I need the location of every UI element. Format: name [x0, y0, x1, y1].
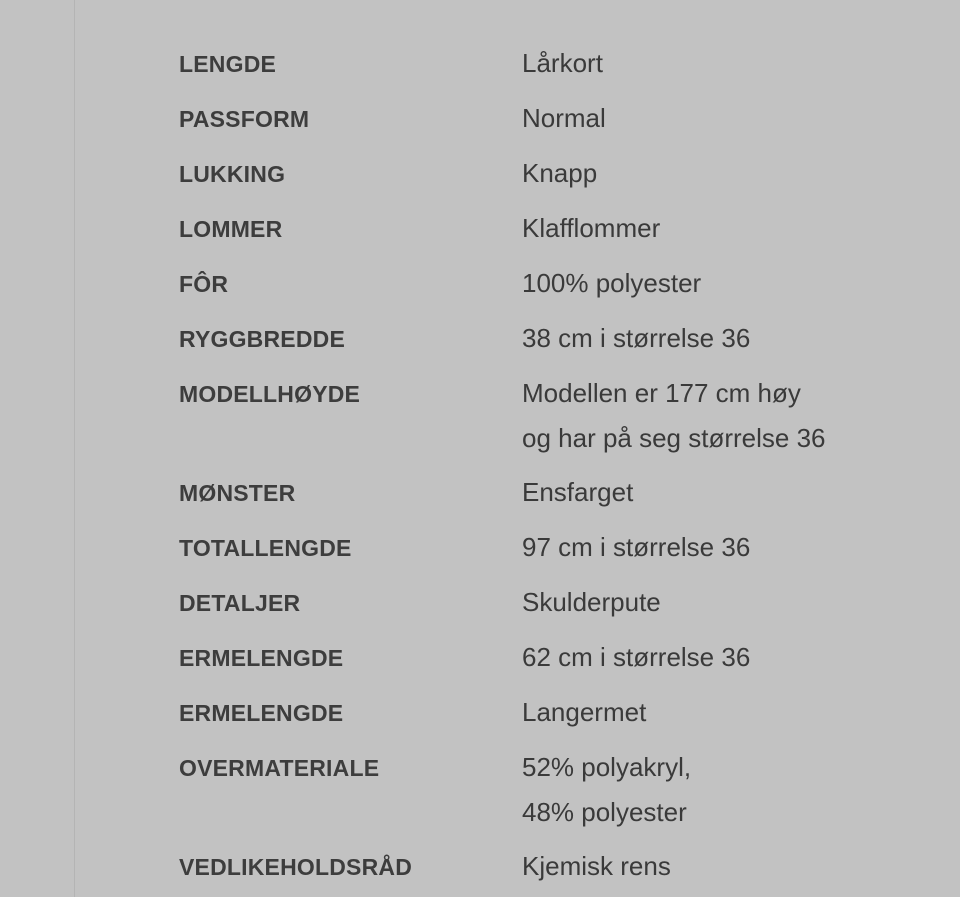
- spec-row: [179, 206, 939, 261]
- spec-row: [179, 316, 939, 371]
- spec-label: DETALJER: [179, 590, 301, 616]
- spec-value-line: 62 cm i størrelse 36: [522, 642, 751, 672]
- spec-value: [522, 635, 939, 680]
- spec-label: VEDLIKEHOLDSRÅD: [179, 854, 413, 880]
- spec-row: [179, 41, 939, 96]
- spec-value: [522, 41, 939, 86]
- spec-value: [522, 371, 939, 461]
- spec-value-line: Ensfarget: [522, 477, 634, 507]
- spec-value-line: Modellen er 177 cm høy: [522, 378, 801, 408]
- spec-value: [522, 151, 939, 196]
- spec-row: [179, 470, 939, 525]
- spec-row: [179, 261, 939, 316]
- spec-value: [522, 261, 939, 306]
- spec-row: [179, 96, 939, 151]
- spec-label: MØNSTER: [179, 480, 296, 506]
- spec-label: ERMELENGDE: [179, 700, 344, 726]
- spec-row: [179, 690, 939, 745]
- spec-value: [522, 316, 939, 361]
- spec-value-line: 52% polyakryl,: [522, 752, 692, 782]
- spec-value: [522, 690, 939, 735]
- spec-row: [179, 635, 939, 690]
- spec-value-line: 97 cm i størrelse 36: [522, 532, 751, 562]
- spec-label: TOTALLENGDE: [179, 535, 352, 561]
- spec-value: [522, 96, 939, 141]
- spec-label: MODELLHØYDE: [179, 381, 361, 407]
- spec-value-line: Normal: [522, 103, 606, 133]
- spec-value-line: Langermet: [522, 697, 647, 727]
- spec-value-line: Skulderpute: [522, 587, 661, 617]
- spec-label: LOMMER: [179, 216, 283, 242]
- spec-label: FÔR: [179, 271, 229, 297]
- spec-value-line: Klafflommer: [522, 213, 661, 243]
- spec-row: [179, 844, 939, 897]
- spec-label: OVERMATERIALE: [179, 755, 380, 781]
- spec-row: [179, 525, 939, 580]
- spec-row: [179, 745, 939, 844]
- spec-list: [179, 41, 939, 897]
- spec-value-line: og har på seg størrelse 36: [522, 423, 826, 453]
- spec-value: [522, 745, 939, 835]
- spec-value-line: 48% polyester: [522, 797, 687, 827]
- spec-value: [522, 206, 939, 251]
- spec-value-line: 38 cm i størrelse 36: [522, 323, 751, 353]
- spec-value: [522, 844, 939, 889]
- spec-value-line: Kjemisk rens: [522, 851, 671, 881]
- spec-value-line: Lårkort: [522, 48, 603, 78]
- spec-value-line: Knapp: [522, 158, 598, 188]
- spec-label: RYGGBREDDE: [179, 326, 345, 352]
- spec-row: [179, 371, 939, 470]
- spec-value: [522, 525, 939, 570]
- spec-label: PASSFORM: [179, 106, 310, 132]
- spec-label: LUKKING: [179, 161, 286, 187]
- spec-value: [522, 580, 939, 625]
- spec-value: [522, 470, 939, 515]
- spec-value-line: 100% polyester: [522, 268, 702, 298]
- panel-divider: [74, 0, 75, 897]
- spec-row: [179, 151, 939, 206]
- spec-label: LENGDE: [179, 51, 277, 77]
- spec-row: [179, 580, 939, 635]
- spec-label: ERMELENGDE: [179, 645, 344, 671]
